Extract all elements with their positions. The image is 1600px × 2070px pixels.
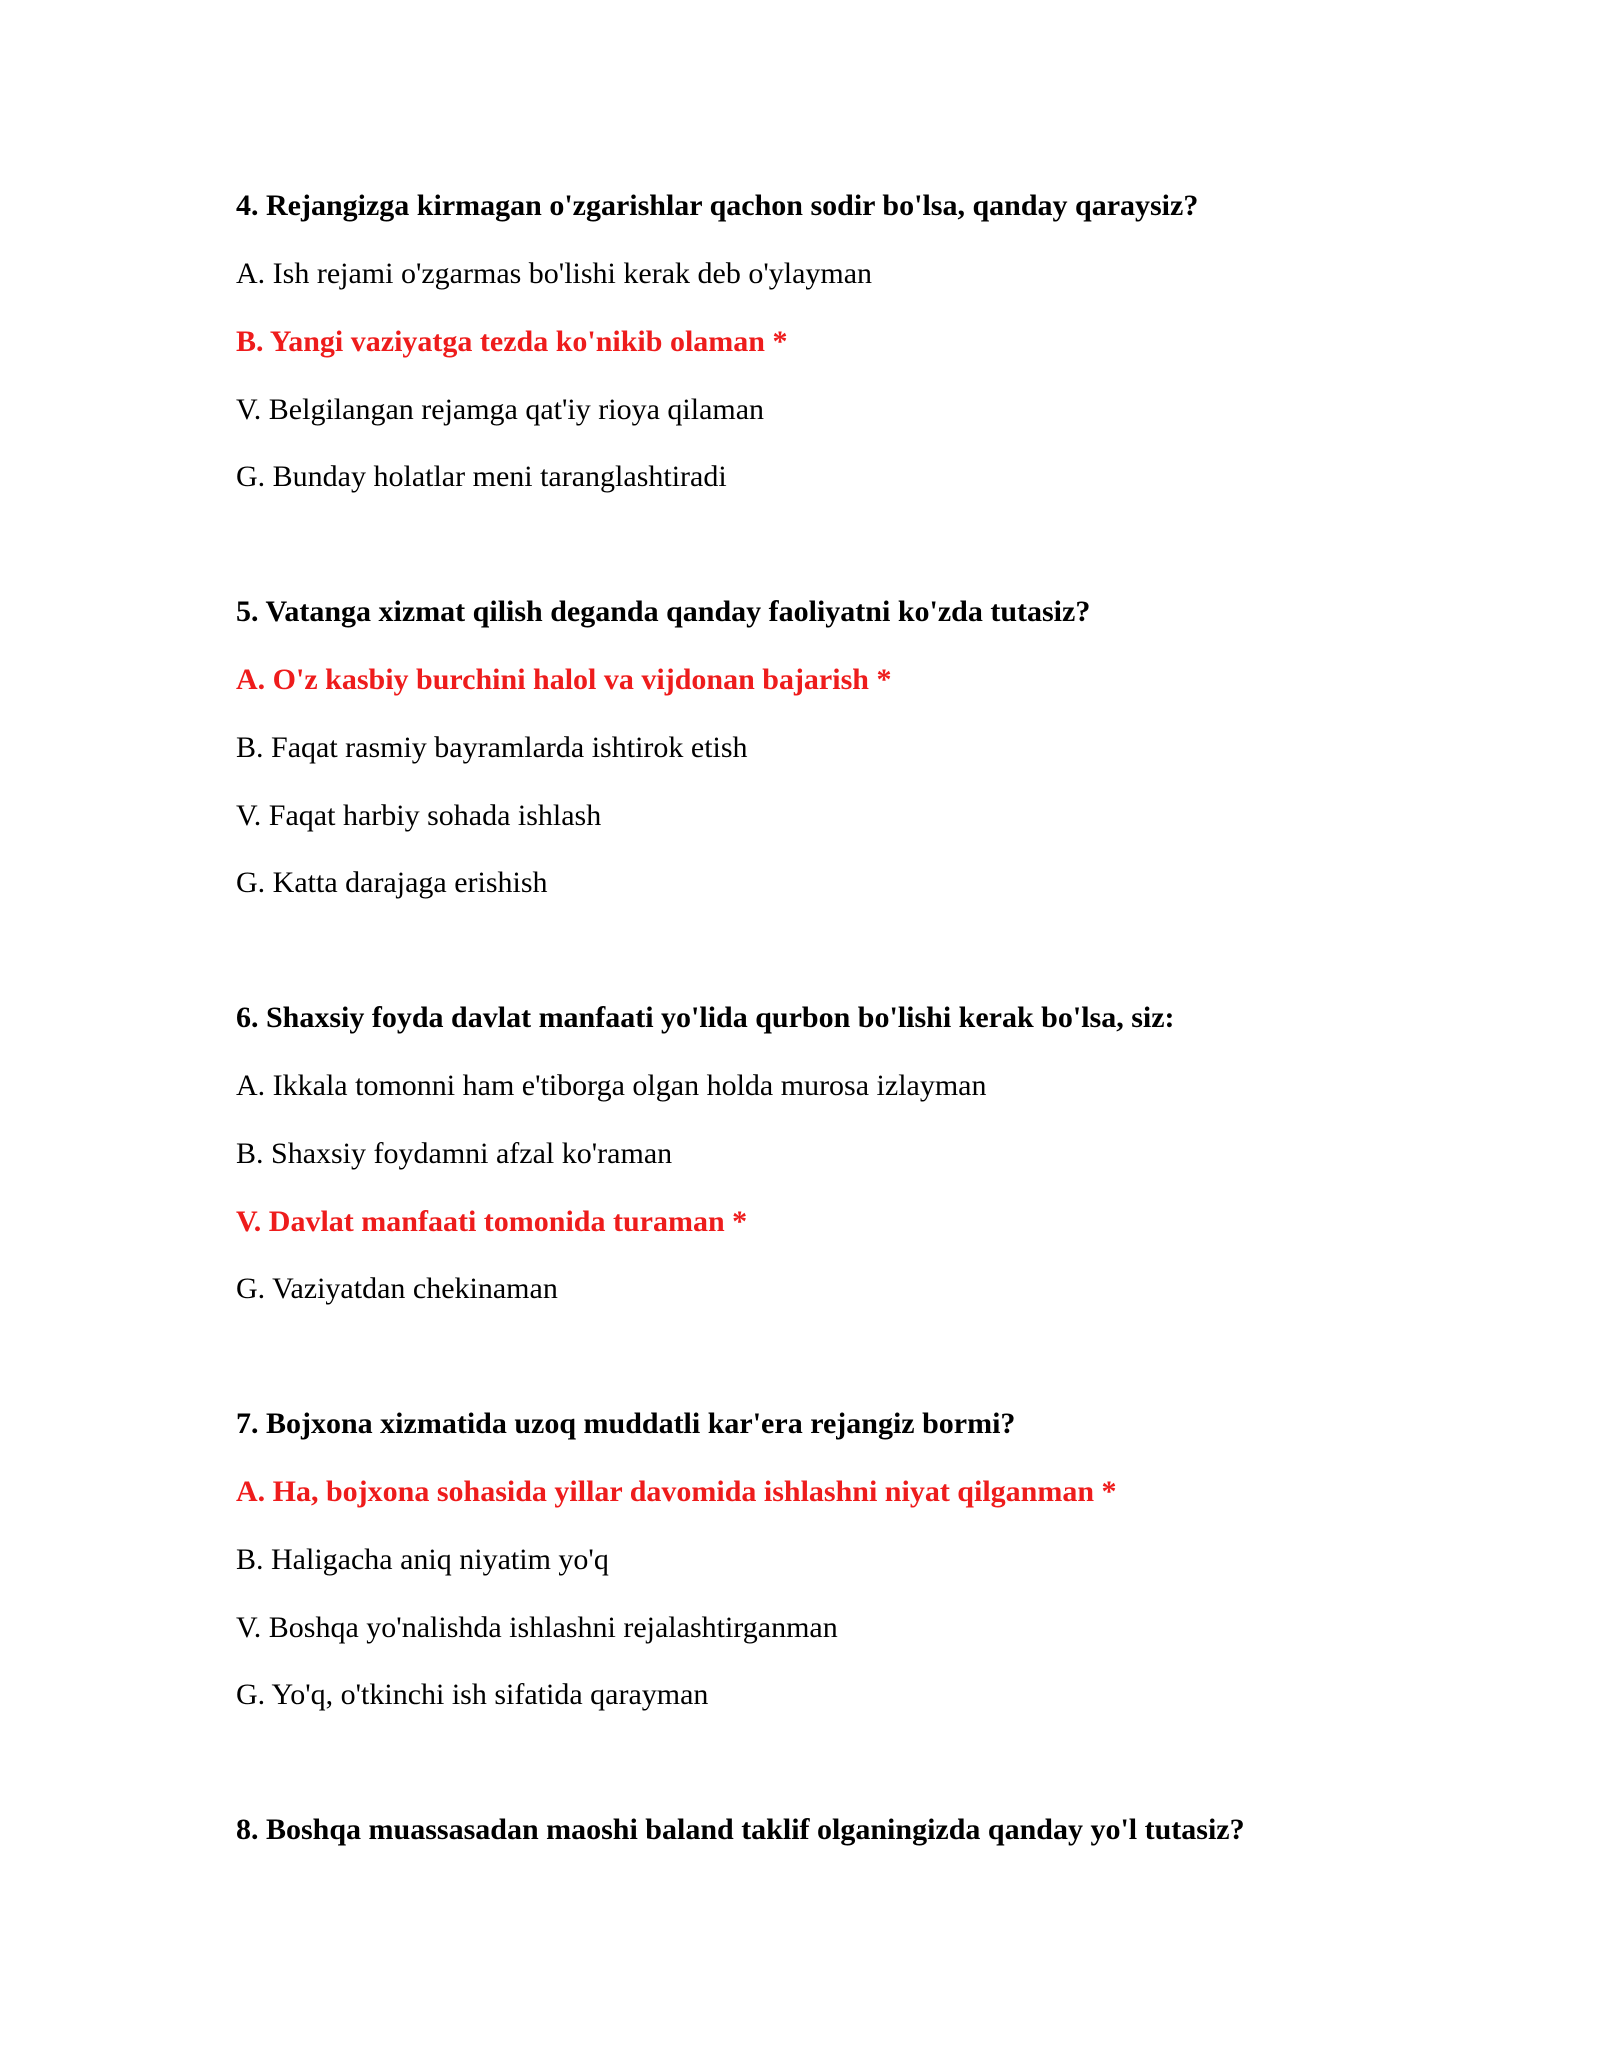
question-6-option-g: G. Vaziyatdan chekinaman [236,1272,558,1305]
question-5-option-a-correct: A. O'z kasbiy burchini halol va vijdonan bajarish * [236,663,892,696]
question-6-option-v-correct: V. Davlat manfaati tomonida turaman * [236,1205,748,1238]
question-4-option-v: V. Belgilangan rejamga qat'iy rioya qilaman [236,393,765,426]
question-6-option-a: A. Ikkala tomonni ham e'tiborga olgan holda murosa izlayman [236,1069,987,1102]
question-4-option-b-correct: B. Yangi vaziyatga tezda ko'nikib olaman * [236,325,788,358]
question-7-option-a-correct: A. Ha, bojxona sohasida yillar davomida ishlashni niyat qilganman * [236,1475,1117,1508]
question-6-option-b: B. Shaxsiy foydamni afzal ko'raman [236,1137,673,1170]
question-7-option-b: B. Haligacha aniq niyatim yo'q [236,1543,609,1576]
question-7-option-g: G. Yo'q, o'tkinchi ish sifatida qarayman [236,1678,709,1711]
question-8-title: 8. Boshqa muassasadan maoshi baland taklif olganingizda qanday yo'l tutasiz? [236,1813,1245,1846]
question-5-option-b: B. Faqat rasmiy bayramlarda ishtirok etish [236,731,748,764]
question-7-option-v: V. Boshqa yo'nalishda ishlashni rejalashtirganman [236,1611,838,1644]
question-5-option-g: G. Katta darajaga erishish [236,866,548,899]
question-5-title: 5. Vatanga xizmat qilish deganda qanday faoliyatni ko'zda tutasiz? [236,595,1091,628]
question-4-option-a: A. Ish rejami o'zgarmas bo'lishi kerak deb o'ylayman [236,257,873,290]
question-6-title: 6. Shaxsiy foyda davlat manfaati yo'lida qurbon bo'lishi kerak bo'lsa, siz: [236,1001,1175,1034]
question-4-title: 4. Rejangizga kirmagan o'zgarishlar qachon sodir bo'lsa, qanday qaraysiz? [236,189,1199,222]
question-4-option-g: G. Bunday holatlar meni taranglashtiradi [236,460,727,493]
question-7-title: 7. Bojxona xizmatida uzoq muddatli kar'era rejangiz bormi? [236,1407,1016,1440]
question-5-option-v: V. Faqat harbiy sohada ishlash [236,799,602,832]
